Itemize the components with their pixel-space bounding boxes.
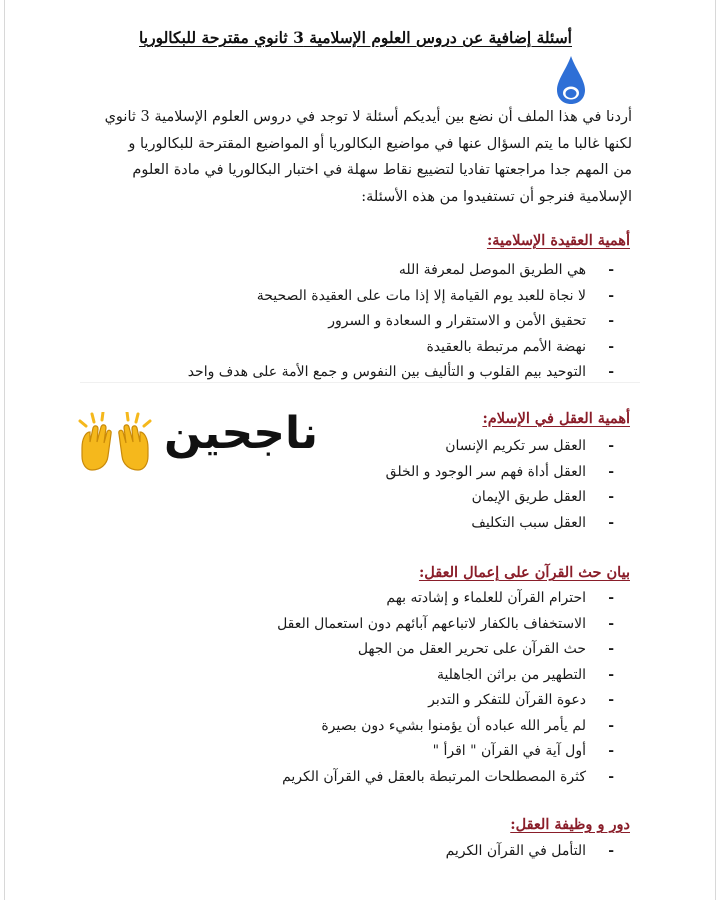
section-list-quran-aql	[277, 586, 614, 790]
list-item: - العقل سبب التكليف	[386, 511, 614, 537]
list-item: - تحقيق الأمن و الاستقرار و السعادة و السرور	[188, 309, 614, 335]
section-list-aql-role	[446, 839, 614, 865]
section-list-aqeeda	[188, 258, 614, 386]
list-item: - التوحيد بيم القلوب و التأليف بين النفوس و جمع الأمة على هدف واحد	[188, 360, 614, 386]
intro-paragraph	[86, 104, 632, 210]
list-item: - أول آية في القرآن " اقرأ "	[277, 739, 614, 765]
list-item: - نهضة الأمم مرتبطة بالعقيدة	[188, 335, 614, 361]
list-item: - لا نجاة للعبد يوم القيامة إلا إذا مات على العقيدة الصحيحة	[188, 284, 614, 310]
section-list-aql-islam	[386, 434, 614, 536]
section-heading-aql-islam: أهمية العقل في الإسلام:	[482, 410, 630, 427]
list-item: - احترام القرآن للعلماء و إشادته بهم	[277, 586, 614, 612]
list-item: - كثرة المصطلحات المرتبطة بالعقل في القرآن الكريم	[277, 765, 614, 791]
raising-hands-icon	[78, 412, 152, 472]
intro-line: لكنها غالبا ما يتم السؤال عنها في مواضيع البكالوريا أو المواضيع المقترحة للبكالوريا و	[128, 135, 632, 152]
list-item: - حث القرآن على تحرير العقل من الجهل	[277, 637, 614, 663]
intro-line: من المهم جدا مراجعتها تفاديا لتضييع نقاط سهلة في اختبار البكالوريا في مادة العلوم	[132, 162, 632, 178]
list-item: - دعوة القرآن للتفكر و التدبر	[277, 688, 614, 714]
section-heading-aql-role: دور و وظيفة العقل:	[510, 816, 630, 833]
page-edge-right	[715, 0, 716, 900]
list-item: - هي الطريق الموصل لمعرفة الله	[188, 258, 614, 284]
intro-line: أردنا في هذا الملف أن نضع بين أيديكم أسئلة لا توجد في دروس العلوم الإسلامية 3 ثانوي	[104, 109, 632, 125]
list-item: - العقل طريق الإيمان	[386, 485, 614, 511]
page-edge-left	[4, 0, 5, 900]
list-item: - لم يأمر الله عباده أن يؤمنوا بشيء دون بصيرة	[277, 714, 614, 740]
list-item: - العقل أداة فهم سر الوجود و الخلق	[386, 460, 614, 486]
water-drop-icon	[554, 54, 588, 106]
list-item: - الاستخفاف بالكفار لاتباعهم آبائهم دون استعمال العقل	[277, 612, 614, 638]
overlay-caption: ناجحين	[164, 408, 319, 459]
divider	[80, 382, 640, 383]
document-title: أسئلة إضافية عن دروس العلوم الإسلامية 3 ثانوي مقترحة للبكالوريا	[139, 28, 572, 47]
list-item: - التأمل في القرآن الكريم	[446, 839, 614, 865]
section-heading-quran-aql: بيان حث القرآن على إعمال العقل:	[418, 564, 630, 581]
intro-line: الإسلامية فنرجو أن تستفيدوا من هذه الأسئلة:	[361, 188, 632, 205]
list-item: - التطهير من براثن الجاهلية	[277, 663, 614, 689]
list-item: - العقل سر تكريم الإنسان	[386, 434, 614, 460]
section-heading-aqeeda: أهمية العقيدة الإسلامية:	[486, 232, 630, 249]
